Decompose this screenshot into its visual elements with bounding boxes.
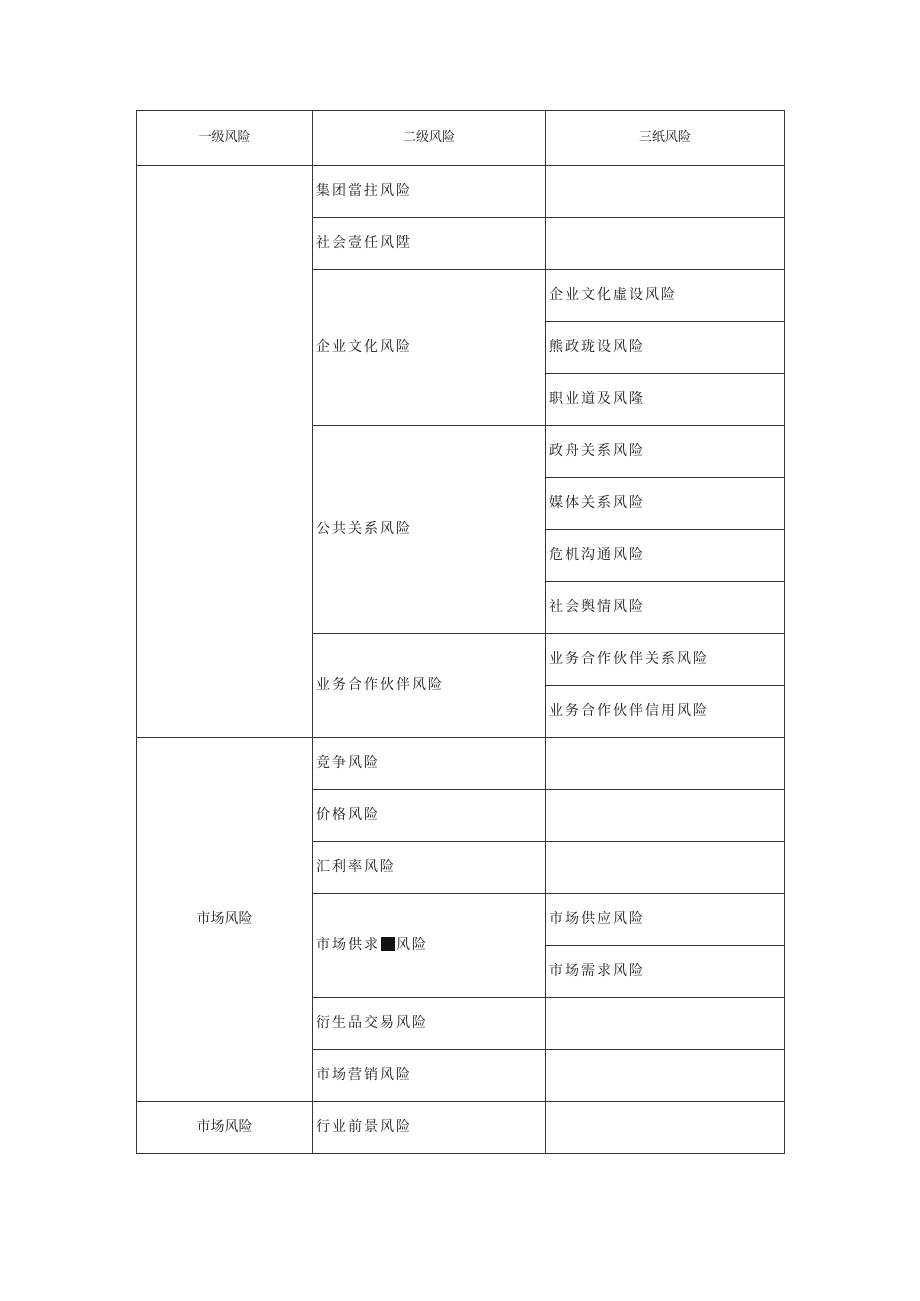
level3-cell	[546, 1102, 785, 1154]
level3-cell: 媒体关系风险	[546, 478, 785, 530]
level3-cell: 熊政珑设风险	[546, 322, 785, 374]
level2-cell: 企业文化风险	[313, 270, 546, 426]
level2-cell: 集团當拄风险	[313, 166, 546, 218]
level3-cell: 企业文化虛设风险	[546, 270, 785, 322]
level2-cell: 行业前景风险	[313, 1102, 546, 1154]
table-row	[137, 166, 785, 218]
level3-cell	[546, 738, 785, 790]
level2-cell: 公共关系风险	[313, 426, 546, 634]
table-row	[137, 738, 785, 790]
level2-text-pre: 市场供求	[316, 937, 380, 954]
header-level3: 三纸风险	[546, 111, 785, 166]
level2-cell: 业务合作伙伴风险	[313, 634, 546, 738]
level1-cell: 市场风险	[137, 1102, 313, 1154]
redaction-block	[381, 937, 395, 951]
header-level2: 二级风险	[313, 111, 546, 166]
level2-cell: 竞争风险	[313, 738, 546, 790]
level2-cell: 衍生品交易风险	[313, 998, 546, 1050]
level3-cell: 市场供应风险	[546, 894, 785, 946]
level3-cell	[546, 1050, 785, 1102]
level3-cell	[546, 166, 785, 218]
level3-cell	[546, 790, 785, 842]
level2-text-post: 风险	[396, 937, 428, 954]
level2-cell	[313, 894, 546, 998]
table-header-row	[137, 111, 785, 166]
level2-cell: 价格风险	[313, 790, 546, 842]
level3-cell: 危机沟通风险	[546, 530, 785, 582]
level2-cell: 社会壹任风陞	[313, 218, 546, 270]
level3-cell	[546, 842, 785, 894]
level3-cell: 政舟关系风险	[546, 426, 785, 478]
level3-cell: 市场需求风险	[546, 946, 785, 998]
risk-classification-table	[136, 110, 785, 1154]
level3-cell: 业务合作伙伴信用风险	[546, 686, 785, 738]
level1-cell	[137, 166, 313, 738]
level3-cell: 职业道及风隆	[546, 374, 785, 426]
level1-cell: 市场风险	[137, 738, 313, 1102]
header-level1: 一级风险	[137, 111, 313, 166]
level3-cell: 业务合作伙伴关系风险	[546, 634, 785, 686]
level3-cell: 社会舆情风险	[546, 582, 785, 634]
level2-cell: 市场营销风险	[313, 1050, 546, 1102]
table-row	[137, 1102, 785, 1154]
level2-cell: 汇利率风险	[313, 842, 546, 894]
level3-cell	[546, 998, 785, 1050]
level3-cell	[546, 218, 785, 270]
